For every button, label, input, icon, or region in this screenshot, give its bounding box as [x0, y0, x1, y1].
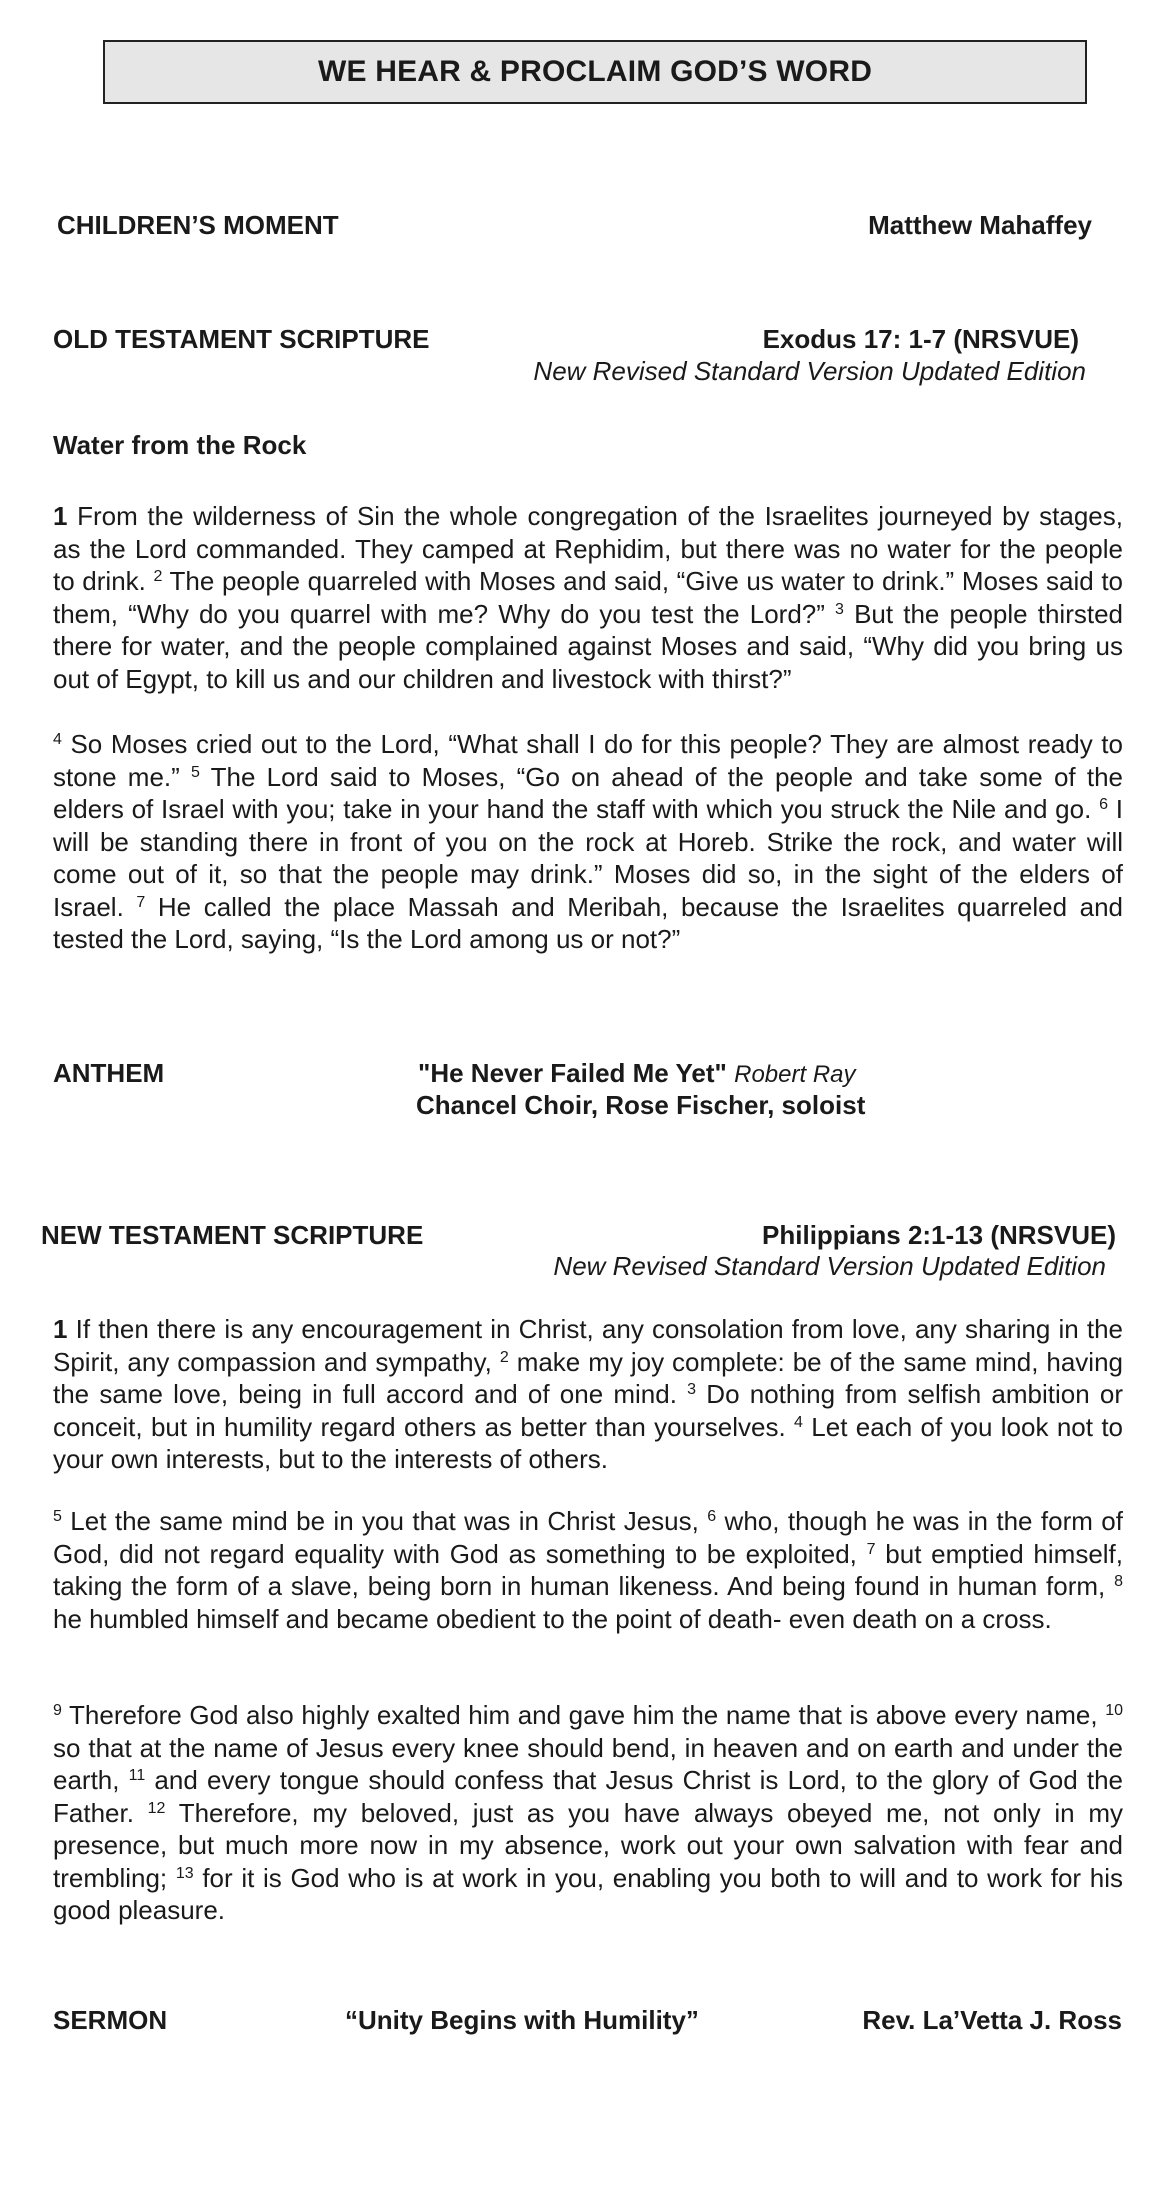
- section-header-box: [103, 40, 1087, 104]
- old-testament-label: OLD TESTAMENT SCRIPTURE: [53, 324, 430, 354]
- childrens-moment-leader: Matthew Mahaffey: [868, 210, 1092, 240]
- new-testament-reference: Philippians 2:1-13 (NRSVUE): [762, 1220, 1116, 1250]
- verse-text: But the people thirsted there for water, and the people complained against Moses and said, “Why did you bring us out of Egypt, to kill us and our children and livestock with thirst?”: [53, 598, 1123, 694]
- new-testament-paragraph-1: [53, 1313, 1123, 1476]
- verse-number: 4: [794, 1413, 803, 1431]
- verse-text: If then there is any encouragement in Christ, any consolation from love, any sharing in the Spirit, any compassion and sympathy,: [53, 1314, 1123, 1377]
- sermon-title: “Unity Begins with Humility”: [345, 2005, 699, 2035]
- anthem-performers: Chancel Choir, Rose Fischer, soloist: [416, 1090, 866, 1120]
- verse-text: Therefore God also highly exalted him and gave him the name that is above every name,: [61, 1700, 1106, 1730]
- old-testament-paragraph-2: [53, 728, 1123, 956]
- new-testament-label: NEW TESTAMENT SCRIPTURE: [41, 1220, 424, 1250]
- anthem-title: "He Never Failed Me Yet": [418, 1058, 727, 1088]
- passage-title: Water from the Rock: [53, 430, 307, 460]
- anthem-composer: Robert Ray: [734, 1061, 856, 1088]
- verse-number: 6: [1099, 796, 1109, 813]
- verse-number: 6: [707, 1508, 717, 1525]
- verse-text: make my joy complete: be of the same mind, having the same love, being in full accord and of one mind.: [53, 1346, 1123, 1409]
- verse-text: but emptied himself, taking the form of a slave, being born in human likeness. And being found in human form,: [53, 1538, 1124, 1601]
- verse-number: 1: [53, 1314, 68, 1344]
- verse-text: So Moses cried out to the Lord, “What shall I do for this people? They are almost ready to stone me.”: [53, 729, 1123, 792]
- verse-text: who, though he was in the form of God, did not regard equality with God as something to be exploited,: [53, 1506, 1123, 1569]
- verse-text: Let each of you look not to your own interests, but to the interests of others.: [53, 1411, 1123, 1474]
- verse-text: I will be standing there in front of you on the rock at Horeb. Strike the rock, and water will come out of it, so that the people may drink.” Moses did so, in the sight of the elders of Israel.: [53, 794, 1124, 922]
- verse-number: 12: [147, 1799, 166, 1817]
- verse-number: 11: [128, 1767, 146, 1784]
- verse-text: Let the same mind be in you that was in Christ Jesus,: [61, 1506, 708, 1536]
- new-testament-version: New Revised Standard Version Updated Edition: [553, 1251, 1106, 1281]
- verse-number: 3: [835, 600, 844, 618]
- childrens-moment-label: CHILDREN’S MOMENT: [57, 210, 339, 240]
- verse-number: 13: [175, 1864, 194, 1882]
- verse-number: 5: [53, 1508, 62, 1525]
- verse-text: He called the place Massah and Meribah, because the Israelites quarreled and tested the Lord, saying, “Is the Lord among us or not?”: [53, 891, 1123, 954]
- verse-number: 2: [499, 1348, 509, 1366]
- verse-number: 7: [866, 1540, 876, 1558]
- verse-text: and every tongue should confess that Jesus Christ is Lord, to the glory of God the Father.: [53, 1765, 1123, 1828]
- verse-number: 9: [53, 1702, 62, 1719]
- verse-text: for it is God who is at work in you, enabling you both to will and to work for his good pleasure.: [53, 1862, 1123, 1925]
- verse-text: The people quarreled with Moses and said, “Give us water to drink.” Moses said to them, “Why do you quarrel with me? Why do you test the Lord?”: [53, 566, 1124, 629]
- verse-text: so that at the name of Jesus every knee should bend, in heaven and on earth and under the earth,: [53, 1732, 1123, 1795]
- verse-number: 4: [53, 731, 62, 748]
- anthem-title-line: [418, 1058, 856, 1089]
- old-testament-reference: Exodus 17: 1-7 (NRSVUE): [762, 324, 1079, 354]
- verse-text: From the wilderness of Sin the whole congregation of the Israelites journeyed by stages, as the Lord commanded. They camped at Rephidim, but there was no water for the people to drink.: [53, 501, 1123, 596]
- verse-number: 8: [1114, 1573, 1123, 1590]
- verse-text: The Lord said to Moses, “Go on ahead of the people and take some of the elders of Israel with you; take in your hand the staff with which you struck the Nile and go.: [53, 761, 1123, 824]
- verse-number: 2: [153, 568, 163, 585]
- verse-number: 10: [1105, 1702, 1123, 1719]
- sermon-preacher: Rev. La’Vetta J. Ross: [862, 2005, 1122, 2035]
- verse-number: 7: [136, 893, 146, 911]
- verse-number: 5: [191, 763, 200, 781]
- anthem-label: ANTHEM: [53, 1058, 165, 1088]
- new-testament-paragraph-2: [53, 1505, 1123, 1635]
- new-testament-paragraph-3: [53, 1699, 1123, 1927]
- verse-number: 3: [687, 1381, 697, 1398]
- sermon-label: SERMON: [53, 2005, 168, 2035]
- verse-text: he humbled himself and became obedient to the point of death- even death on a cross.: [53, 1603, 1052, 1634]
- verse-text: Therefore, my beloved, just as you have always obeyed me, not only in my presence, but much more now in my absence, work out your own salvation with fear and trembling;: [53, 1797, 1123, 1893]
- verse-number: 1: [53, 501, 68, 531]
- old-testament-version: New Revised Standard Version Updated Edition: [533, 356, 1086, 386]
- verse-text: Do nothing from selfish ambition or conceit, but in humility regard others as better than yourselves.: [53, 1379, 1124, 1442]
- old-testament-paragraph-1: [53, 500, 1123, 695]
- section-title: WE HEAR & PROCLAIM GOD’S WORD: [317, 55, 873, 88]
